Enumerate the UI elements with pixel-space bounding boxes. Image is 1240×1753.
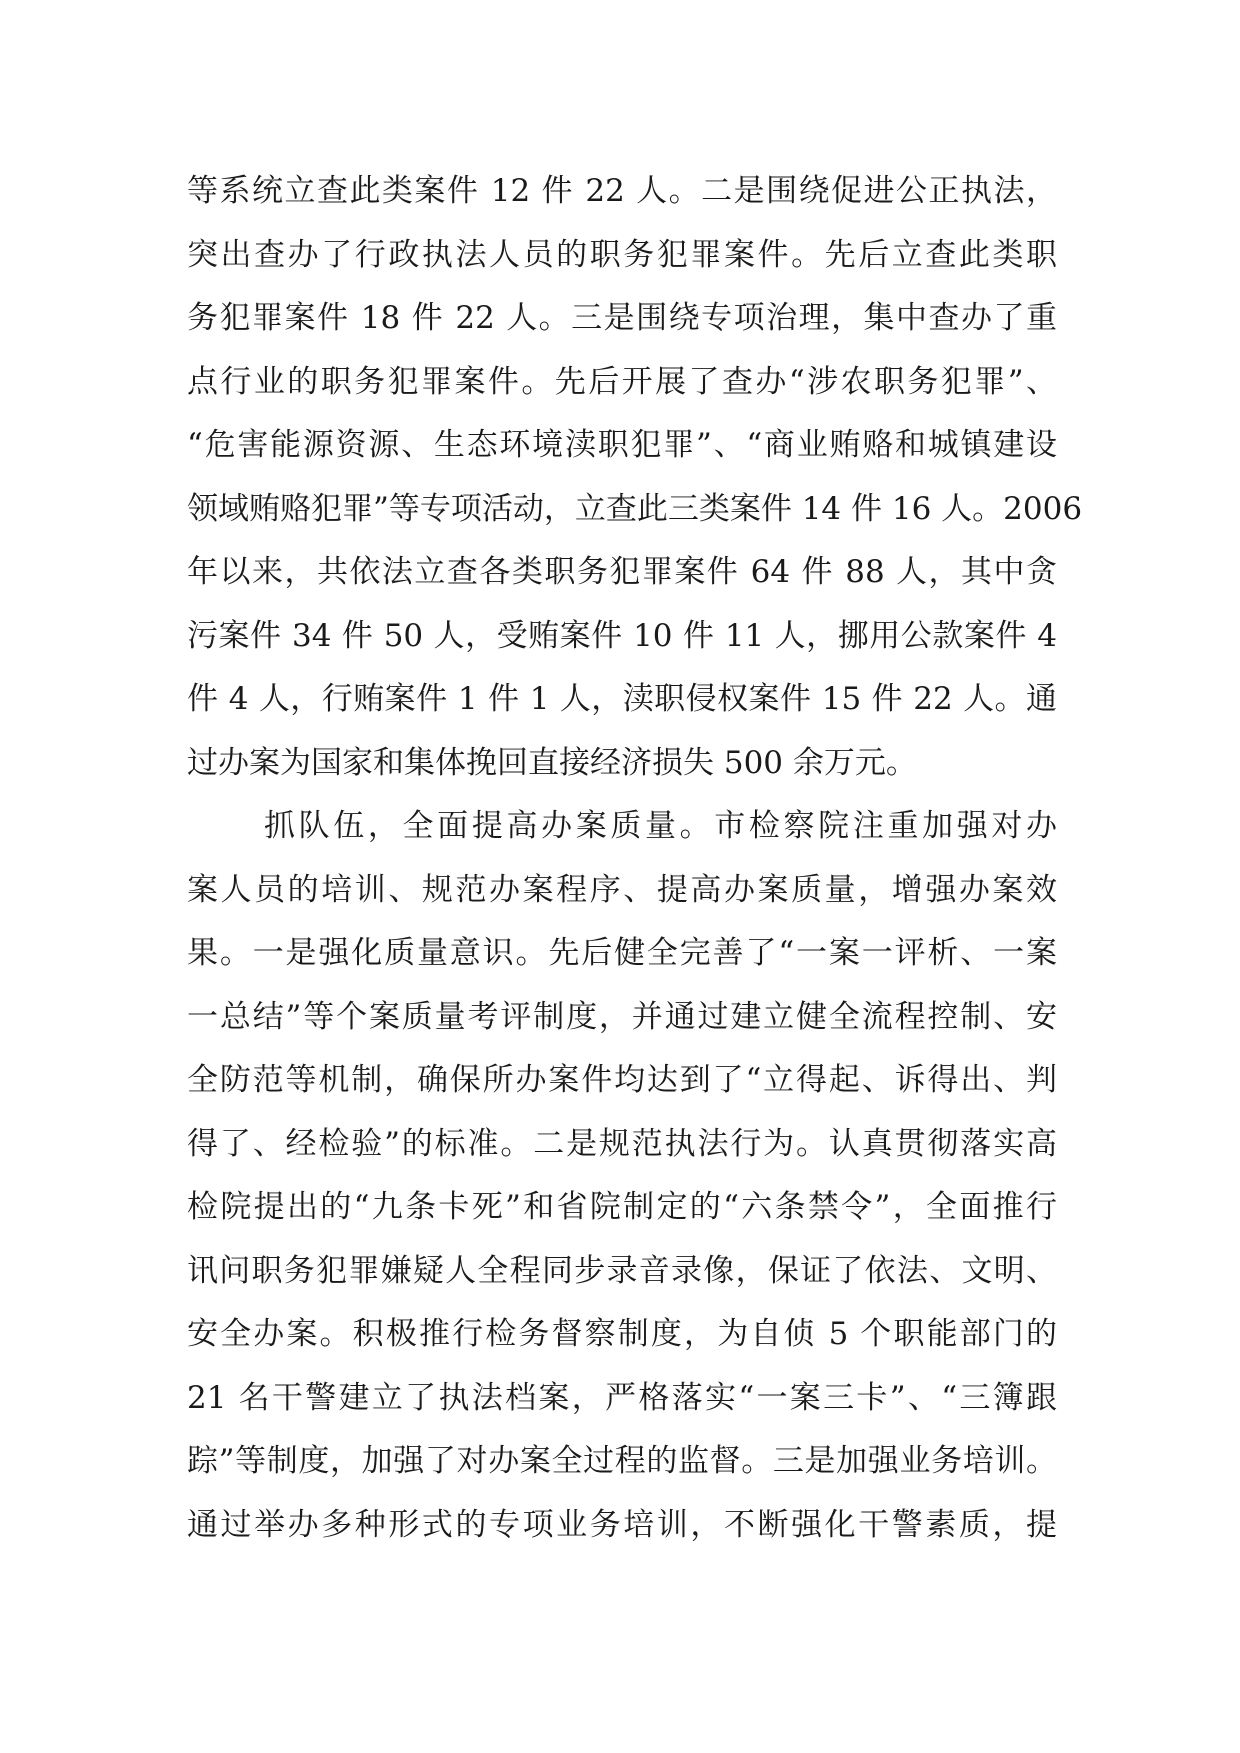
text-line: 点行业的职务犯罪案件。先后开展了查办“涉农职务犯罪”、: [187, 363, 1057, 400]
text-line: 21 名干警建立了执法档案，严格落实“一案三卡”、“三簿跟: [187, 1379, 1057, 1416]
text-line: 得了、经检验”的标准。二是规范执法行为。认真贯彻落实高: [187, 1125, 1057, 1162]
text-line: 领域贿赂犯罪”等专项活动，立查此三类案件 14 件 16 人。2006: [187, 490, 1083, 527]
text-line: 件 4 人，行贿案件 1 件 1 人，渎职侵权案件 15 件 22 人。通: [187, 681, 1057, 717]
text-line: 讯问职务犯罪嫌疑人全程同步录音录像，保证了依法、文明、: [187, 1252, 1057, 1289]
text-line: 等系统立查此类案件 12 件 22 人。二是围绕促进公正执法，: [187, 173, 1057, 209]
text-line: 案人员的培训、规范办案程序、提高办案质量，增强办案效: [187, 871, 1057, 908]
text-line: 检院提出的“九条卡死”和省院制定的“六条禁令”，全面推行: [187, 1189, 1057, 1225]
text-line: 务犯罪案件 18 件 22 人。三是围绕专项治理，集中查办了重: [187, 300, 1057, 336]
text-line: 抓队伍，全面提高办案质量。市检察院注重加强对办: [264, 808, 1057, 844]
text-line: 踪”等制度，加强了对办案全过程的监督。三是加强业务培训。: [187, 1443, 1057, 1479]
text-line: 安全办案。积极推行检务督察制度，为自侦 5 个职能部门的: [187, 1316, 1057, 1352]
text-line: 污案件 34 件 50 人，受贿案件 10 件 11 人，挪用公款案件 4: [187, 617, 1057, 654]
text-line: 过办案为国家和集体挽回直接经济损失 500 余万元。: [187, 744, 917, 781]
text-line: 通过举办多种形式的专项业务培训，不断强化干警素质，提: [187, 1506, 1057, 1543]
text-line: 果。一是强化质量意识。先后健全完善了“一案一评析、一案: [187, 935, 1057, 971]
text-line: “危害能源资源、生态环境渎职犯罪”、“商业贿赂和城镇建设: [187, 427, 1057, 463]
text-line: 一总结”等个案质量考评制度，并通过建立健全流程控制、安: [187, 998, 1057, 1035]
text-line: 年以来，共依法立查各类职务犯罪案件 64 件 88 人，其中贪: [187, 554, 1057, 590]
text-line: 突出查办了行政执法人员的职务犯罪案件。先后立查此类职: [187, 236, 1057, 273]
body-text: [187, 160, 1083, 1557]
text-line: 全防范等机制，确保所办案件均达到了“立得起、诉得出、判: [187, 1062, 1057, 1098]
